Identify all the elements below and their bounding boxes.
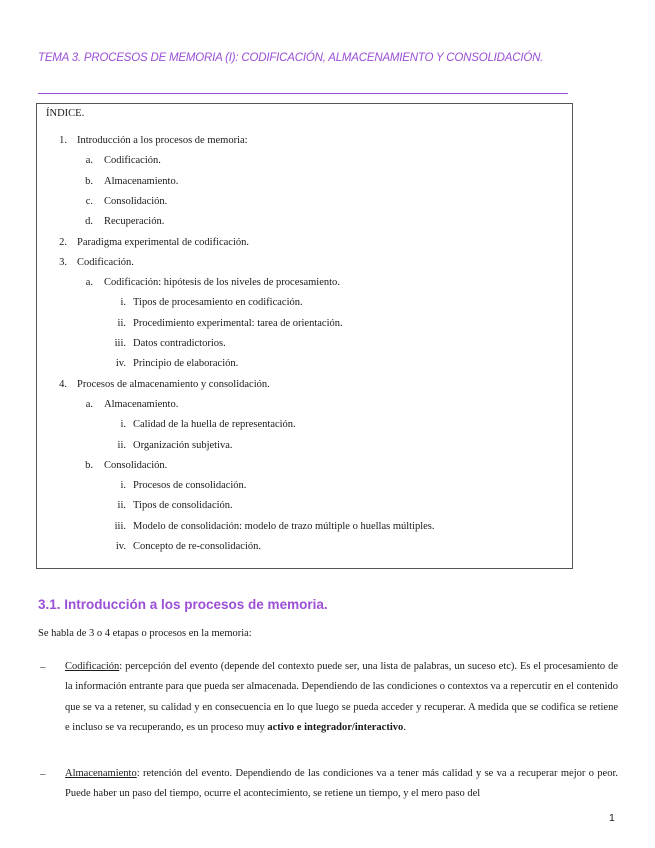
index-item-text: Modelo de consolidación: modelo de trazo múltiple o huellas múltiples. <box>133 520 435 532</box>
index-item-marker: 3. <box>59 256 67 268</box>
index-item-text: Organización subjetiva. <box>133 439 233 451</box>
index-item-text: Tipos de consolidación. <box>133 500 233 512</box>
index-item-text: Almacenamiento. <box>104 175 179 187</box>
index-item-marker: i. <box>120 419 126 431</box>
index-item-marker: b. <box>85 459 93 471</box>
bullet-codificacion <box>65 657 618 738</box>
index-item-marker: a. <box>85 155 93 167</box>
index-item-text: Codificación. <box>104 155 161 167</box>
index-item-marker: c. <box>85 195 93 207</box>
index-item-text: Almacenamiento. <box>104 398 179 410</box>
index-item-text: Paradigma experimental de codificación. <box>77 236 250 248</box>
title-underline <box>38 93 568 94</box>
index-item-text: Procedimiento experimental: tarea de orientación. <box>133 317 343 329</box>
page-number: 1 <box>609 812 615 824</box>
index-item-text: Introducción a los procesos de memoria: <box>77 135 248 146</box>
bullet-dash: – <box>40 768 46 780</box>
index-item-marker: b. <box>85 175 93 187</box>
section-intro: Se habla de 3 o 4 etapas o procesos en la memoria: <box>38 628 252 639</box>
index-item-text: Procesos de almacenamiento y consolidación. <box>77 378 270 390</box>
bold-phrase: activo e integrador/interactivo <box>267 721 404 733</box>
index-item-marker: d. <box>85 216 93 228</box>
index-item-text: Tipos de procesamiento en codificación. <box>133 297 303 309</box>
index-heading: ÍNDICE. <box>46 108 85 119</box>
index-item-text: Consolidación. <box>104 195 168 207</box>
index-item-marker: iii. <box>114 520 126 532</box>
index-item-text: Consolidación. <box>104 459 168 471</box>
index-item-text: Procesos de consolidación. <box>133 480 247 492</box>
index-item-marker: iv. <box>115 358 126 370</box>
bullet-almacenamiento <box>65 764 618 805</box>
index-item-text: Codificación. <box>77 256 134 268</box>
bullet-tail: . <box>403 721 406 733</box>
index-item-marker: ii. <box>117 500 126 512</box>
index-item-text: Concepto de re-consolidación. <box>133 541 261 552</box>
index-item-marker: i. <box>120 297 126 309</box>
index-item-marker: a. <box>85 398 93 410</box>
bullet-text: : percepción del evento (depende del contexto puede ser, una lista de palabras, un suceso etc). Es el procesamiento de la información entrante para que pueda ser almacenada. Dependiendo de las condiciones o contextos va a repercutir en el contenido que se va a retener, su calidad y en consecuencia en lo que luego se pueda acceder y recuperar. A medida que se codifica se retiene e incluso se va recuperando, es un proceso muy <box>65 661 618 733</box>
index-item-marker: 4. <box>59 378 67 390</box>
index-item-text: Codificación: hipótesis de los niveles de procesamiento. <box>104 277 340 289</box>
index-item-marker: iv. <box>115 541 126 552</box>
index-item-marker: 1. <box>59 135 67 146</box>
bullet-text: : retención del evento. Dependiendo de las condiciones va a tener más calidad y se va a recuperar mejor o peor. Puede haber un paso del tiempo, ocurre el acontecimiento, se retiene un tiempo, y el mero paso del <box>65 768 618 800</box>
index-box <box>36 103 573 569</box>
term-codificacion: Codificación <box>65 661 120 672</box>
index-item-text: Recuperación. <box>104 216 165 228</box>
index-item-marker: ii. <box>117 317 126 329</box>
index-item-text: Principio de elaboración. <box>133 358 239 370</box>
bullet-dash: – <box>40 661 46 673</box>
document-title: TEMA 3. PROCESOS DE MEMORIA (I): CODIFICACIÓN, ALMACENAMIENTO Y CONSOLIDACIÓN. <box>38 52 544 64</box>
index-item-marker: ii. <box>117 439 126 451</box>
index-item-marker: a. <box>85 277 93 289</box>
index-item-text: Calidad de la huella de representación. <box>133 419 296 431</box>
index-item-marker: 2. <box>59 236 67 248</box>
index-item-marker: iii. <box>114 338 126 349</box>
section-heading: 3.1. Introducción a los procesos de memoria. <box>38 597 328 612</box>
index-item-text: Datos contradictorios. <box>133 338 226 349</box>
term-almacenamiento: Almacenamiento <box>65 768 137 779</box>
index-item-marker: i. <box>120 480 126 492</box>
